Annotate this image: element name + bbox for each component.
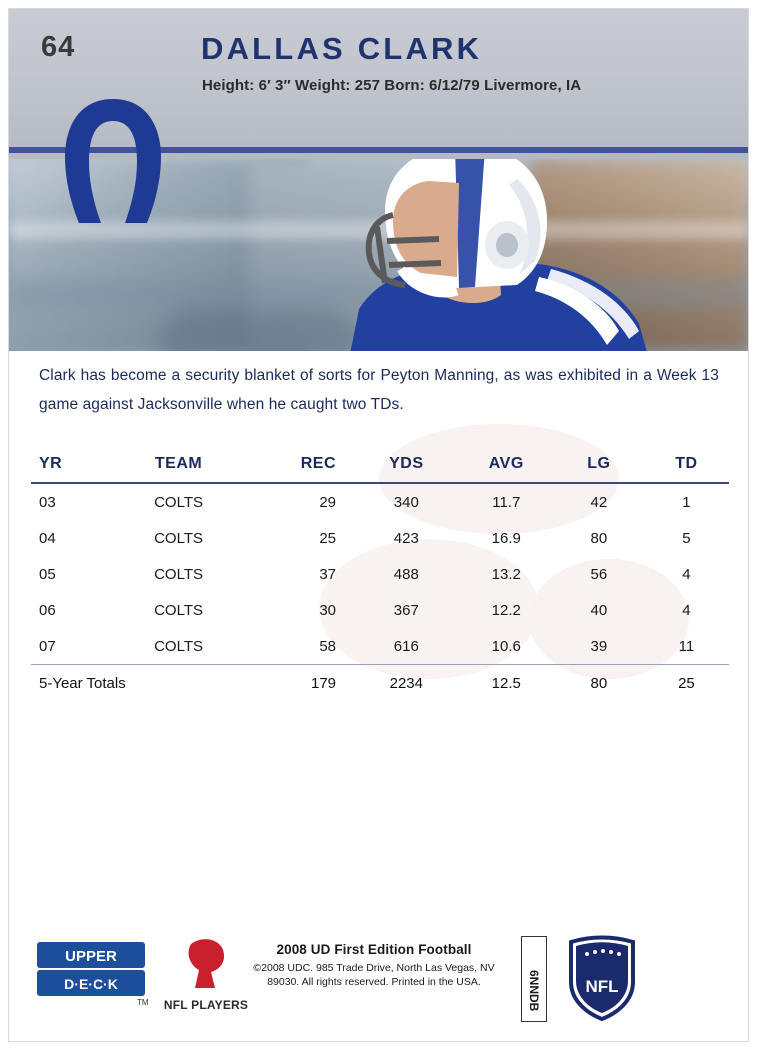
player-bio: Height: 6′ 3″ Weight: 257 Born: 6/12/79 Livermore, IA [202, 77, 582, 94]
copyright-text: ©2008 UDC. 985 Trade Drive, North Las Vegas, NV 89030. All rights reserved. Printed in the USA. [253, 962, 495, 988]
totals-avg: 12.5 [491, 674, 521, 692]
svg-text:D·E·C·K: D·E·C·K [64, 976, 118, 992]
cell-rec: 29 [319, 493, 337, 511]
column-header-lg: LG [587, 455, 611, 472]
column-header-rec: REC [300, 455, 337, 472]
svg-text:UPPER: UPPER [65, 948, 117, 965]
serial-code-text: 6NNDB [527, 970, 541, 1012]
cell-avg: 16.9 [491, 529, 521, 547]
cell-team: COLTS [154, 601, 203, 619]
table-row [31, 483, 729, 520]
table-row [31, 556, 729, 592]
cell-lg: 40 [590, 601, 608, 619]
cell-yr: 06 [39, 601, 56, 619]
totals-yds: 2234 [389, 674, 423, 692]
trading-card [8, 8, 749, 1042]
cell-lg: 42 [590, 493, 608, 511]
cell-yds: 616 [393, 637, 419, 655]
cell-yds: 340 [393, 493, 419, 511]
cell-rec: 37 [319, 565, 337, 583]
cell-team: COLTS [154, 565, 203, 583]
player-description: Clark has become a security blanket of sorts for Peyton Manning, as was exhibited in a Week 13 game against Jacksonville when he caught two TDs. [39, 367, 719, 413]
cell-yr: 05 [39, 565, 56, 583]
cell-avg: 10.6 [491, 637, 521, 655]
cell-team: COLTS [154, 637, 203, 655]
colts-horseshoe-icon [49, 91, 177, 231]
cell-yr: 07 [39, 637, 56, 655]
product-name: 2008 UD First Edition Football [276, 942, 472, 957]
cell-team: COLTS [154, 529, 203, 547]
table-header-row [31, 449, 729, 483]
column-header-team: TEAM [154, 455, 203, 472]
cell-avg: 13.2 [491, 565, 521, 583]
cell-td: 5 [682, 529, 691, 547]
svg-text:NFL: NFL [585, 977, 619, 996]
column-header-avg: AVG [488, 455, 524, 472]
totals-rec: 179 [310, 674, 337, 692]
cell-rec: 58 [319, 637, 337, 655]
totals-team [126, 665, 232, 702]
column-header-td: TD [675, 455, 698, 472]
cell-td: 1 [682, 493, 691, 511]
card-footer [9, 924, 749, 1034]
table-row [31, 628, 729, 665]
cell-rec: 30 [319, 601, 337, 619]
cell-yds: 488 [393, 565, 419, 583]
upper-deck-logo-icon [37, 942, 145, 998]
cell-lg: 39 [590, 637, 608, 655]
totals-td: 25 [678, 674, 695, 692]
cell-lg: 56 [590, 565, 608, 583]
cell-avg: 12.2 [491, 601, 521, 619]
table-totals-row [31, 665, 729, 702]
card-number: 64 [41, 31, 76, 63]
cell-team: COLTS [154, 493, 203, 511]
cell-td: 4 [682, 565, 691, 583]
nfl-shield-icon [565, 934, 639, 1022]
page-title: DALLAS CLARK [201, 31, 483, 66]
cell-yds: 367 [393, 601, 419, 619]
stats-table [31, 449, 729, 701]
totals-label: 5-Year Totals [39, 674, 126, 692]
serial-code [521, 936, 547, 1022]
player-figure [289, 159, 689, 351]
trademark-label: TM [137, 998, 149, 1007]
cell-yr: 03 [39, 493, 56, 511]
cell-lg: 80 [590, 529, 608, 547]
totals-lg: 80 [590, 674, 608, 692]
cell-td: 11 [678, 637, 695, 655]
copyright-block [237, 942, 511, 989]
cell-rec: 25 [319, 529, 337, 547]
column-header-yr: YR [39, 455, 63, 472]
nflpa-label: NFL PLAYERS [163, 998, 249, 1012]
cell-yr: 04 [39, 529, 56, 547]
cell-yds: 423 [393, 529, 419, 547]
cell-avg: 11.7 [492, 493, 521, 511]
table-row [31, 592, 729, 628]
column-header-yds: YDS [389, 455, 424, 472]
cell-td: 4 [682, 601, 691, 619]
table-row [31, 520, 729, 556]
